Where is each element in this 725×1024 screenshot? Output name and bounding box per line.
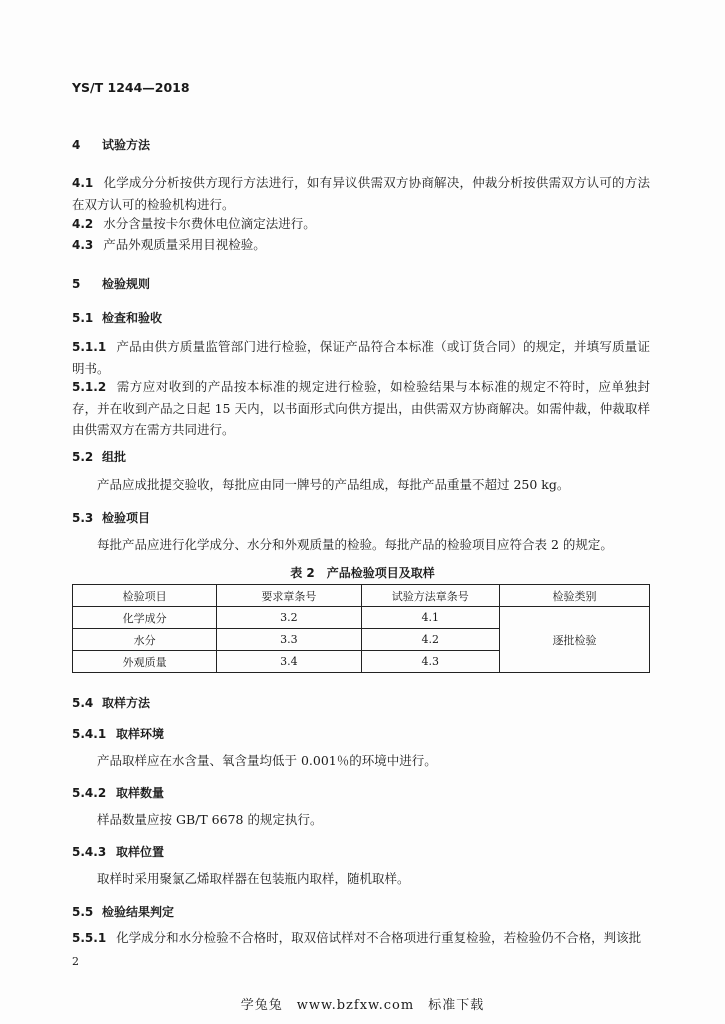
- section-title: 取样方法: [102, 696, 151, 710]
- section-title: 试验方法: [102, 138, 151, 152]
- section-5-1-heading: [72, 309, 162, 326]
- table-2-caption: 表 2 产品检验项目及取样: [290, 566, 435, 580]
- paragraph-5-4-1: 产品取样应在水含量、氧含量均低于 0.001％的环境中进行。: [97, 753, 437, 768]
- table-header-row: [73, 585, 650, 607]
- section-5-3-heading: [72, 509, 150, 526]
- site-footer: 学兔兔 www.bzfxw.com 标准下载: [240, 998, 485, 1013]
- section-title: 检验项目: [102, 511, 151, 525]
- section-4-heading: [72, 136, 150, 153]
- paragraph-5-2: 产品应成批提交验收，每批应由同一牌号的产品组成，每批产品重量不超过 250 kg。: [97, 477, 570, 492]
- standard-number-header: YS/T 1244—2018: [72, 80, 190, 95]
- section-5-4-2-heading: [72, 784, 164, 801]
- inspection-category-cell: 逐批检验: [499, 607, 649, 673]
- section-5-heading: [72, 275, 150, 292]
- section-title: 取样位置: [116, 845, 165, 859]
- paragraph-5-5-1: [72, 927, 650, 949]
- table-cell: 3.4: [217, 651, 361, 673]
- section-title: 检查和验收: [102, 311, 163, 325]
- section-number: 5.2: [72, 450, 94, 464]
- clause-text: 化学成分和水分检验不合格时，取双倍试样对不合格项进行重复检验，若检验仍不合格，判该批: [116, 930, 642, 945]
- section-5-5-heading: [72, 903, 174, 920]
- table-header-cell: 检验项目: [73, 585, 217, 607]
- table-cell: 4.2: [361, 629, 499, 651]
- paragraph-5-1-2: [72, 376, 650, 440]
- section-number: 5: [72, 277, 81, 291]
- section-number: 5.4.1: [72, 727, 107, 741]
- section-5-4-1-heading: [72, 725, 164, 742]
- section-number: 5.4: [72, 696, 94, 710]
- section-5-4-3-heading: [72, 843, 164, 860]
- clause-text: 产品由供方质量监管部门进行检验，保证产品符合本标准（或订货合同）的规定，并填写质量证明书。: [72, 339, 650, 376]
- paragraph-5-4-2: 样品数量应按 GB/T 6678 的规定执行。: [97, 812, 323, 827]
- clause-text: 产品外观质量采用目视检验。: [103, 237, 266, 252]
- paragraph-4-3: [72, 234, 650, 256]
- paragraph-5-3: 每批产品应进行化学成分、水分和外观质量的检验。每批产品的检验项目应符合表 2 的规定。: [97, 537, 613, 552]
- clause-number: 5.1.2: [72, 380, 107, 394]
- table-header-cell: 要求章条号: [217, 585, 361, 607]
- section-number: 5.1: [72, 311, 94, 325]
- table-cell: 4.1: [361, 607, 499, 629]
- section-number: 5.4.2: [72, 786, 107, 800]
- table-row: [73, 607, 650, 629]
- section-number: 5.5: [72, 905, 94, 919]
- table-cell: 水分: [73, 629, 217, 651]
- table-header-cell: 试验方法章条号: [361, 585, 499, 607]
- paragraph-4-2: [72, 213, 650, 235]
- clause-text: 化学成分分析按供方现行方法进行，如有异议供需双方协商解决，仲裁分析按供需双方认可的方法在双方认可的检验机构进行。: [72, 175, 650, 212]
- section-number: 5.4.3: [72, 845, 107, 859]
- section-number: 5.3: [72, 511, 94, 525]
- section-title: 组批: [102, 450, 127, 464]
- paragraph-5-4-3: 取样时采用聚氯乙烯取样器在包装瓶内取样，随机取样。: [97, 871, 410, 886]
- paragraph-4-1: [72, 172, 650, 215]
- section-5-2-heading: [72, 448, 126, 465]
- table-cell: 外观质量: [73, 651, 217, 673]
- table-cell: 3.2: [217, 607, 361, 629]
- clause-number: 4.2: [72, 217, 94, 231]
- clause-text: 水分含量按卡尔费休电位滴定法进行。: [103, 216, 316, 231]
- clause-text: 需方应对收到的产品按本标准的规定进行检验，如检验结果与本标准的规定不符时，应单独封存，并在收到产品之日起 15 天内，以书面形式向供方提出，由供需双方协商解决。如需仲裁，仲裁取样由供需双方在需方共同进行。: [72, 379, 650, 437]
- clause-number: 5.1.1: [72, 340, 107, 354]
- inspection-items-table: [72, 584, 650, 673]
- table-cell: 3.3: [217, 629, 361, 651]
- section-number: 4: [72, 138, 81, 152]
- clause-number: 4.1: [72, 176, 94, 190]
- table-cell: 4.3: [361, 651, 499, 673]
- paragraph-5-1-1: [72, 336, 650, 379]
- section-title: 取样环境: [116, 727, 165, 741]
- clause-number: 5.5.1: [72, 931, 107, 945]
- table-cell: 化学成分: [73, 607, 217, 629]
- section-title: 检验规则: [102, 277, 151, 291]
- table-header-cell: 检验类别: [499, 585, 649, 607]
- clause-number: 4.3: [72, 238, 94, 252]
- section-title: 取样数量: [116, 786, 165, 800]
- page-number: 2: [72, 955, 79, 968]
- section-5-4-heading: [72, 694, 150, 711]
- section-title: 检验结果判定: [102, 905, 175, 919]
